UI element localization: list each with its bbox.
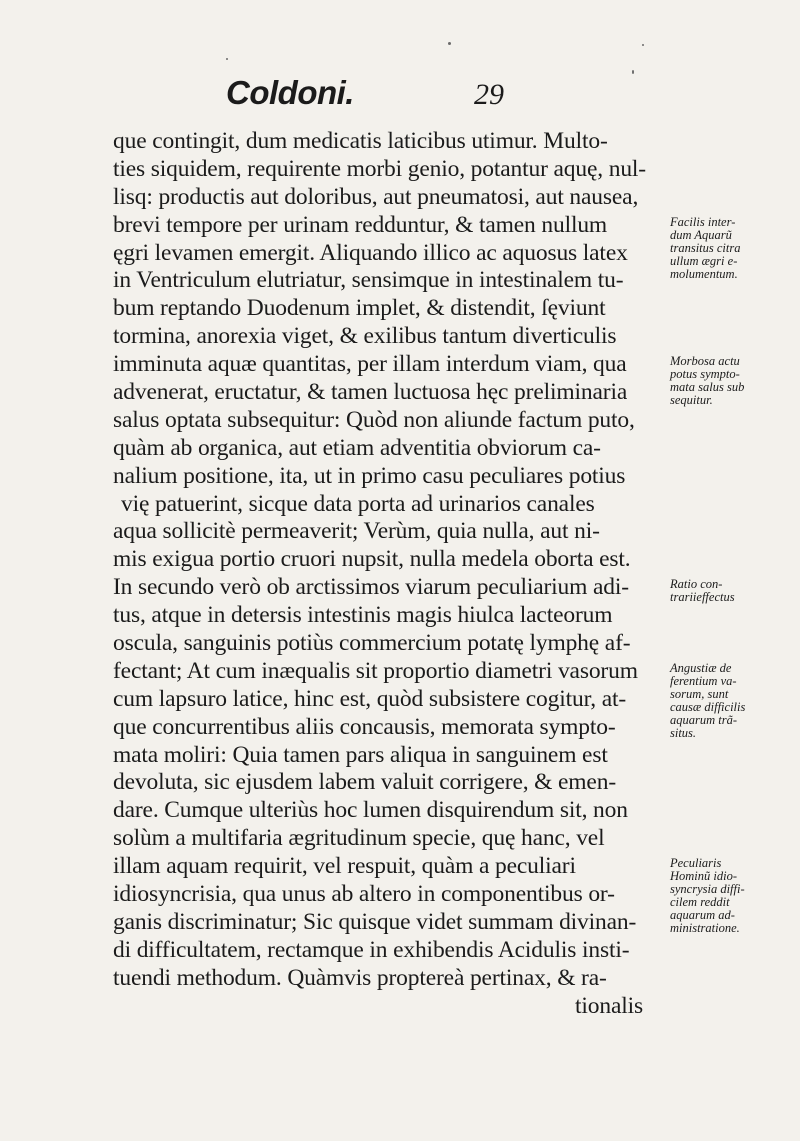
text-line: devoluta, sic ejusdem labem valuit corrigere, & emen- (113, 769, 616, 796)
text-line: di difficultatem, rectamque in exhibendis Acidulis insti- (113, 936, 630, 963)
page-number: 29 (474, 78, 504, 111)
text-line: cum lapsuro latice, hinc est, quòd subsistere cogitur, at- (113, 685, 627, 712)
note-line: cilem reddit (670, 895, 730, 909)
text-line: brevi tempore per urinam redduntur, & tamen nullum (113, 211, 608, 238)
note-line: ullum ægri e- (670, 254, 738, 268)
note-line: Morbosa actu (670, 354, 740, 368)
note-line: ministratione. (670, 921, 740, 935)
text-line: tuendi methodum. Quàmvis proptereà pertinax, & ra- (113, 964, 607, 991)
paper-speck (226, 58, 228, 60)
text-line: tionalis (575, 992, 643, 1019)
note-line: Angustiæ de (670, 661, 732, 675)
marginal-note (670, 216, 741, 281)
paper-speck (448, 42, 451, 45)
note-line: potus sympto- (670, 367, 740, 381)
text-line: imminuta aquæ quantitas, per illam interdum viam, qua (113, 351, 627, 378)
note-line: molumentum. (670, 267, 738, 281)
marginal-note (670, 857, 745, 935)
note-line: Peculiaris (670, 856, 722, 870)
note-line: situs. (670, 726, 697, 740)
text-line: advenerat, eructatur, & tamen luctuosa hęc preliminaria (113, 379, 628, 406)
text-line: salus optata subsequitur: Quòd non aliunde factum puto, (113, 406, 635, 433)
text-line: illam aquam requirit, vel respuit, quàm a peculiari (113, 853, 576, 880)
text-line: oscula, sanguinis potiùs commercium potatę lymphę af- (113, 630, 631, 657)
page-header (226, 74, 566, 120)
text-line: dare. Cumque ulteriùs hoc lumen disquirendum sit, non (113, 797, 628, 824)
body-text (113, 128, 673, 1021)
text-line: quàm ab organica, aut etiam adventitia obviorum ca- (113, 434, 601, 461)
text-line: vię patuerint, sicque data porta ad urinarios canales (121, 490, 595, 517)
note-line: causæ difficilis (670, 700, 746, 714)
paper-speck (632, 70, 634, 74)
text-line: solùm a multifaria ægritudinum specie, quę hanc, vel (113, 825, 605, 852)
text-line: idiosyncrisia, qua unus ab altero in componentibus or- (113, 881, 615, 908)
text-line: aqua sollicitè permeaverit; Verùm, quia nulla, aut ni- (113, 518, 600, 545)
note-line: mata salus sub (670, 380, 745, 394)
text-line: tormina, anorexia viget, & exilibus tantum diverticulis (113, 323, 617, 350)
text-line: que contingit, dum medicatis laticibus utimur. Multo- (113, 128, 608, 154)
text-line: ganis discriminatur; Sic quisque videt summam divinan- (113, 908, 637, 935)
note-line: ferentium va- (670, 674, 737, 688)
note-line: Hominũ idio- (670, 869, 738, 883)
note-line: Ratio con- (670, 577, 723, 591)
text-line: que concurrentibus aliis concausis, memorata sympto- (113, 713, 616, 740)
text-line: mis exigua portio cruori nupsit, nulla medela oborta est. (113, 546, 631, 573)
note-line: syncrysia diffi- (670, 882, 745, 896)
text-line: in Ventriculum elutriatur, sensimque in intestinalem tu- (113, 267, 624, 294)
note-line: sorum, sunt (670, 687, 729, 701)
text-line: nalium positione, ita, ut in primo casu peculiares potius (113, 462, 626, 489)
note-line: trariieffectus (670, 590, 735, 604)
note-line: aquarum ad- (670, 908, 735, 922)
paper-speck (642, 44, 644, 46)
marginal-note (670, 662, 745, 740)
note-line: dum Aquarũ (670, 228, 732, 242)
text-line: tus, atque in detersis intestinis magis hiulca lacteorum (113, 602, 613, 629)
note-line: Facilis inter- (670, 215, 736, 229)
text-line: mata moliri: Quia tamen pars aliqua in sanguinem est (113, 741, 608, 768)
text-line: ęgri levamen emergit. Aliquando illico ac aquosus latex (113, 239, 628, 266)
text-line: In secundo verò ob arctissimos viarum peculiarium adi- (113, 574, 629, 601)
running-title: Coldoni. (226, 74, 354, 111)
marginal-note (670, 355, 744, 407)
text-line: lisq: productis aut doloribus, aut pneumatosi, aut nausea, (113, 183, 639, 210)
text-line: bum reptando Duodenum implet, & distendit, ſęviunt (113, 295, 606, 322)
note-line: aquarum trã- (670, 713, 738, 727)
text-line: fectant; At cum inæqualis sit proportio diametri vasorum (113, 657, 638, 684)
note-line: sequitur. (670, 393, 713, 407)
note-line: transitus citra (670, 241, 741, 255)
text-line: ties siquidem, requirente morbi genio, potantur aquę, nul- (113, 155, 646, 182)
marginal-note (670, 578, 735, 604)
